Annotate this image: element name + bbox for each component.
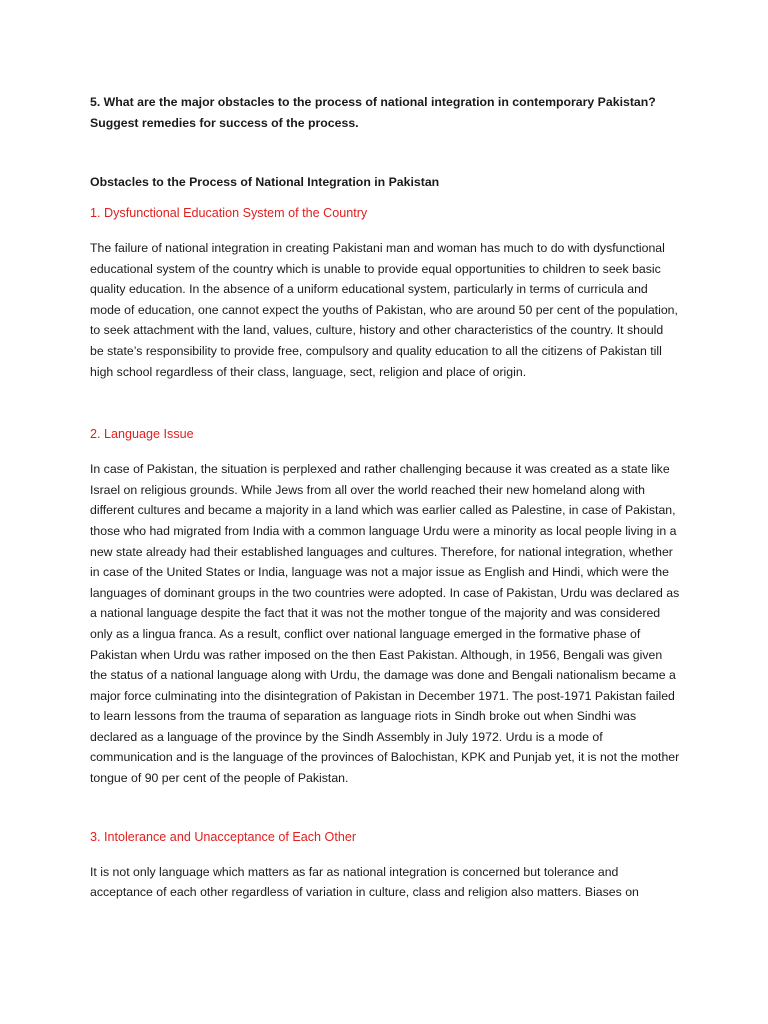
sub-heading-intolerance: 3. Intolerance and Unacceptance of Each Other bbox=[90, 829, 357, 844]
paragraph-language: In case of Pakistan, the situation is perplexed and rather challenging because it was created as a state like Israel on religious grounds. While Jews from all over the world reached their new homeland along with different cultures and became a majority in a land which was earlier called as Palestine, in case of Pakistan, those who had migrated from India with a common language Urdu were a minority as local people living in a new state already had their established languages and cultures. Therefore, for national integration, whether in case of the United States or India, language was not a major issue as English and Hindi, which were the languages of dominant groups in the two countries were adopted. In case of Pakistan, Urdu was declared as a national language despite the fact that it was not the mother tongue of the majority and was considered only as a lingua franca. As a result, conflict over national language emerged in the formative phase of Pakistan when Urdu was rather imposed on the then East Pakistan. Although, in 1956, Bengali was given the status of a national language along with Urdu, the damage was done and Bengali nationalism became a major force culminating into the disintegration of Pakistan in December 1971. The post-1971 Pakistan failed to learn lessons from the trauma of separation as language riots in Sindh broke out when Sindhi was declared as a language of the province by the Sindh Assembly in July 1972. Urdu is a mode of communication and is the language of the provinces of Balochistan, KPK and Punjab yet, it is not the mother tongue of 90 per cent of the people of Pakistan. bbox=[90, 462, 680, 786]
spacer bbox=[90, 789, 680, 827]
sub-heading-education: 1. Dysfunctional Education System of the Country bbox=[90, 206, 368, 220]
paragraph-intolerance: It is not only language which matters as far as national integration is concerned but tolerance and acceptance of each other regardless of variation in culture, class and religion also matters. Biases on bbox=[90, 864, 639, 900]
spacer bbox=[90, 382, 680, 424]
question-title: 5. What are the major obstacles to the process of national integration in contemporary Pakistan? Suggest remedies for success of the process. bbox=[90, 95, 656, 130]
sub-heading-language: 2. Language Issue bbox=[90, 427, 194, 442]
document-page bbox=[90, 92, 680, 903]
section-heading: Obstacles to the Process of National Integration in Pakistan bbox=[90, 175, 440, 189]
paragraph-education: The failure of national integration in creating Pakistani man and woman has much to do with dysfunctional educational system of the country which is unable to provide equal opportunities to children to seek basic quality education. In the absence of a uniform educational system, particularly in terms of curricula and mode of education, one cannot expect the youths of Pakistan, who are around 50 per cent of the population, to seek attachment with the land, values, culture, history and other characteristics of the country. It should be state’s responsibility to provide free, compulsory and quality education to all the citizens of Pakistan till high school regardless of their class, language, sect, religion and place of origin. bbox=[90, 241, 678, 379]
